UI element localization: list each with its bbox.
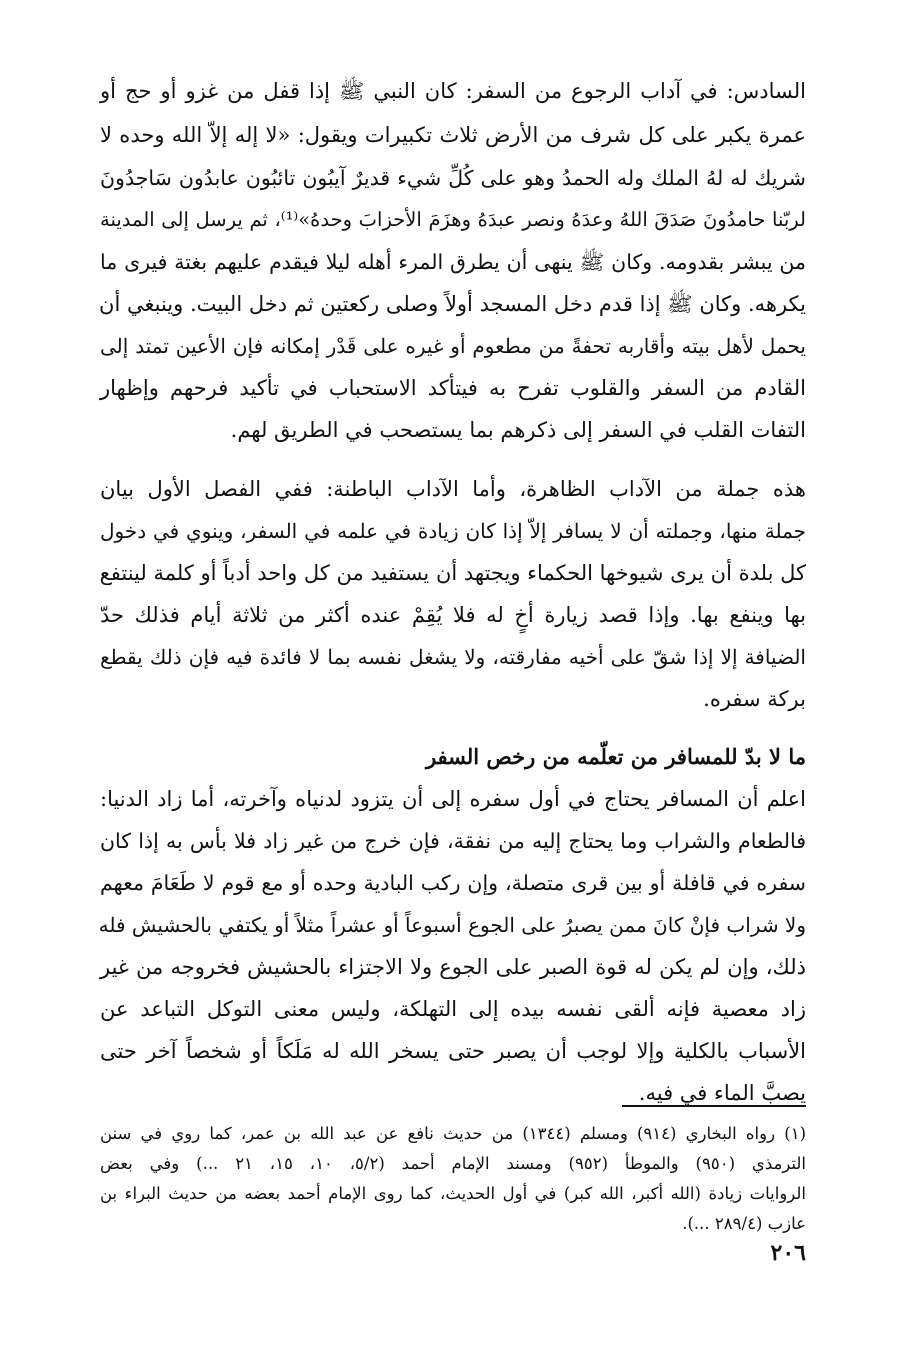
text-line: بركة سفره.: [703, 687, 806, 711]
text-line: سفره في قافلة أو بين قرى متصلة، وإن ركب البادية وحده أو مع قوم لا طَعَامَ معهم: [100, 871, 806, 895]
text-line: شريك له لهُ الملك وله الحمدُ وهو على كُلِّ شيء قديرٌ آيبُون تائبُون عابدُون سَاجدُونَ: [100, 166, 806, 190]
text-line: عمرة يكبر على كل شرف من الأرض ثلاث تكبيرات ويقول: «لا إله إلاّ الله وحده لا: [100, 123, 806, 147]
text-line: ذلك، وإن لم يكن له قوة الصبر على الجوع ولا الاجتزاء بالحشيش فخروجه من غير: [100, 955, 807, 979]
text-line: جملة منها، وجملته أن لا يسافر إلاّ إذا كان زيادة في علمه في السفر، وينوي في دخول: [100, 519, 806, 543]
text-line: من يبشر بقدومه. وكان ﷺ ينهى أن يطرق المرء أهله ليلا فيقدم عليهم بغتة فيرى ما: [100, 250, 806, 274]
text-line: يحمل لأهل بيته وأقاربه تحفةً من مطعوم أو غيره على قَدْر إمكانه فإن الأعين تمتد إلى: [100, 334, 806, 358]
footnote-line: الترمذي (٩٥٠) والموطأ (٩٥٢) ومسند الإمام أحمد (٥/٢، ١٠، ١٥، ٢١ ...) وفي بعض: [100, 1154, 807, 1173]
text-line: كل بلدة أن يرى شيوخها الحكماء ويجتهد أن يستفيد من كل واحد أدباً أو كلمة لينتفع: [99, 561, 806, 585]
text-line: الضيافة إلا إذا شقّ على أخيه مفارقته، ولا يشغل نفسه بما لا فائدة فيه فإن ذلك يقطع: [100, 645, 806, 669]
footnote-separator: [622, 1105, 806, 1107]
text-line: التفات القلب في السفر إلى ذكرهم بما يستصحب في الطريق لهم.: [230, 418, 806, 442]
page-number: ٢٠٦: [770, 1240, 806, 1266]
text-line: زاد معصية فإنه ألقى نفسه بيده إلى التهلكة، وليس معنى التوكل التباعد عن: [100, 997, 806, 1021]
text-line: لربّنا حامدُونَ صَدَقَ اللهُ وعدَهُ ونصر عبدَهُ وهزَمَ الأحزابَ وحدهُ»⁽¹⁾، ثم يرسل إلى المدينة: [100, 208, 806, 231]
text-line: بها وينفع بها. وإذا قصد زيارة أخٍ له فلا يُقِمْ عنده أكثر من ثلاثة أيام فذلك حدّ: [100, 603, 806, 627]
text-line: فالطعام والشراب وما يحتاج إليه من نفقة، فإن خرج من غير زاد فلا بأس به إذا كان: [100, 829, 806, 853]
text-line: اعلم أن المسافر يحتاج في أول سفره إلى أن يتزود لدنياه وآخرته، أما زاد الدنيا:: [100, 787, 806, 811]
text-line: ولا شراب فإنْ كانَ ممن يصبرُ على الجوع أسبوعاً أو عشراً مثلاً أو يكتفي بالحشيش فله: [98, 913, 806, 937]
text-line: السادس: في آداب الرجوع من السفر: كان النبي ﷺ إذا قفل من غزو أو حج أو: [100, 79, 806, 103]
text-line: هذه جملة من الآداب الظاهرة، وأما الآداب الباطنة: ففي الفصل الأول بيان: [100, 477, 806, 501]
footnote-line: الروايات زيادة (الله أكبر، الله كبر) في أول الحديث، كما روى الإمام أحمد بعضه من حديث البراء بن: [100, 1184, 806, 1203]
text-line: القادم من السفر والقلوب تفرح به فيتأكد الاستحباب في تأكيد فرحهم وإظهار: [100, 376, 806, 400]
text-line: الأسباب بالكلية وإلا لوجب أن يصبر حتى يسخر الله له مَلَكاً أو شخصاً آخر حتى: [100, 1039, 806, 1063]
footnote-line: (١) رواه البخاري (٩١٤) ومسلم (١٣٤٤) من حديث نافع عن عبد الله بن عمر، كما روي في سنن: [100, 1124, 806, 1143]
section-title: ما لا بدّ للمسافر من تعلّمه من رخص السفر: [425, 744, 806, 769]
footnote-line: عازب (٢٨٩/٤ ...).: [682, 1214, 806, 1233]
text-line: يكرهه. وكان ﷺ إذا قدم دخل المسجد أولاً وصلى ركعتين ثم دخل البيت. وينبغي أن: [99, 292, 806, 316]
text-line: يصبَّ الماء في فيه.: [638, 1081, 806, 1105]
